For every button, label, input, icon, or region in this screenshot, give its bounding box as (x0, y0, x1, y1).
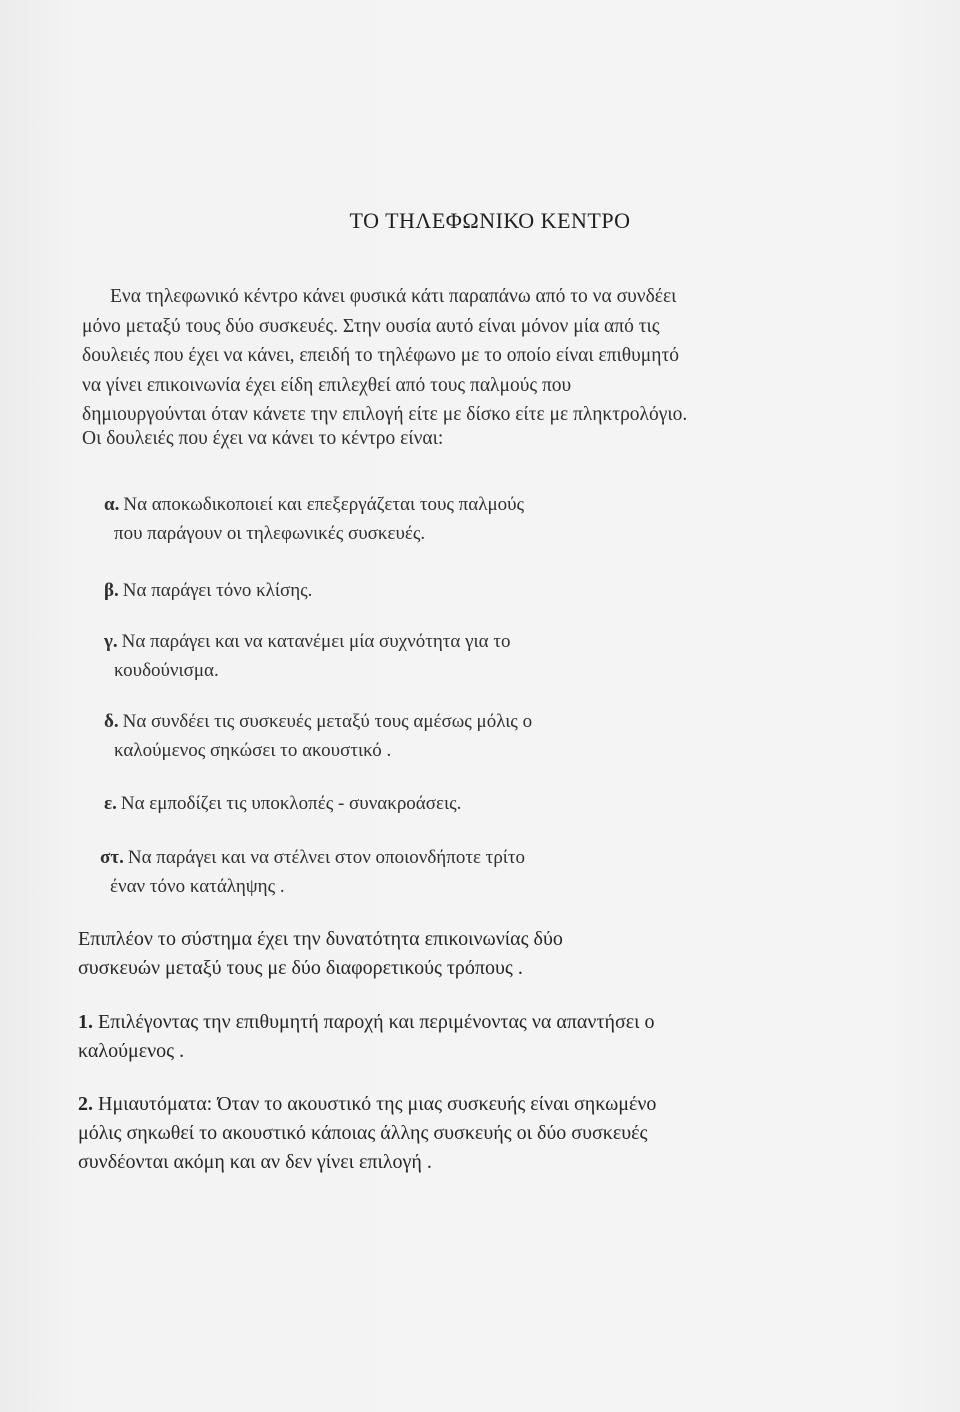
task-text-continued: έναν τόνο κατάληψης . (110, 876, 285, 897)
task-text-continued: που παράγουν οι τηλεφωνικές συσκευές. (114, 523, 426, 544)
task-text: Να παράγει και να κατανέμει μία συχνότητα για το (121, 631, 511, 652)
task-text-continued: κουδούνισμα. (114, 660, 219, 681)
mode-text-continued: μόλις σηκωθεί το ακουστικό κάποιας άλλης συσκευής οι δύο συσκευές (78, 1122, 648, 1144)
task-item-a (104, 490, 524, 548)
task-text-continued: καλούμενος σηκώσει το ακουστικό . (114, 740, 392, 761)
task-marker: ε. (104, 793, 117, 814)
intro-line: να γίνει επικοινωνία έχει είδη επιλεχθεί από τους παλμούς που (82, 374, 572, 396)
task-item-e (104, 789, 461, 818)
closing-line: συσκευών μεταξύ τους με δύο διαφορετικούς τρόπους . (78, 957, 523, 979)
mode-text: Επιλέγοντας την επιθυμητή παροχή και περιμένοντας να απαντήσει ο (98, 1011, 655, 1033)
task-text: Να αποκωδικοποιεί και επεξεργάζεται τους παλμούς (123, 494, 525, 515)
task-text: Να συνδέει τις συσκευές μεταξύ τους αμέσως μόλις ο (122, 711, 533, 732)
task-item-st (100, 843, 525, 901)
mode-text-continued: καλούμενος . (78, 1040, 185, 1062)
intro-line: Ενα τηλεφωνικό κέντρο κάνει φυσικά κάτι παραπάνω από το να συνδέει (110, 286, 677, 307)
page-title: ΤΟ ΤΗΛΕΦΩΝΙΚΟ ΚΕΝΤΡΟ (349, 208, 631, 233)
task-text: Να παράγει τόνο κλίσης. (122, 580, 313, 601)
mode-item-1 (78, 1008, 798, 1066)
mode-text: Ημιαυτόματα: Όταν το ακουστικό της μιας συσκευής είναι σηκωμένο (98, 1093, 657, 1115)
task-marker: δ. (104, 711, 119, 732)
mode-number: 1. (78, 1011, 93, 1033)
task-text: Να εμποδίζει τις υποκλοπές - συνακροάσεις. (120, 793, 462, 814)
tasks-intro: Οι δουλειές που έχει να κάνει το κέντρο είναι: (82, 428, 444, 449)
task-marker: β. (104, 580, 119, 601)
mode-number: 2. (78, 1093, 93, 1115)
task-item-c (104, 627, 510, 685)
mode-item-2 (78, 1090, 798, 1177)
task-item-b (104, 576, 312, 605)
intro-line: δημιουργούνται όταν κάνετε την επιλογή είτε με δίσκο είτε με πληκτρολόγιο. (82, 404, 688, 425)
intro-line: δουλειές που έχει να κάνει, επειδή το τηλέφωνο με το οποίο είναι επιθυμητό (82, 345, 680, 366)
task-item-d (104, 707, 532, 765)
intro-line: μόνο μεταξύ τους δύο συσκευές. Στην ουσία αυτό είναι μόνον μία από τις (82, 315, 660, 337)
task-marker: στ. (100, 847, 124, 868)
task-text: Να παράγει και να στέλνει στον οποιονδήποτε τρίτο (127, 847, 526, 868)
closing-line: Επιπλέον το σύστημα έχει την δυνατότητα επικοινωνίας δύο (78, 928, 563, 950)
intro-paragraph (82, 282, 842, 430)
mode-text-continued: συνδέονται ακόμη και αν δεν γίνει επιλογή . (78, 1151, 432, 1173)
closing-paragraph (78, 925, 798, 983)
task-marker: γ. (104, 631, 118, 652)
task-marker: α. (104, 494, 120, 515)
